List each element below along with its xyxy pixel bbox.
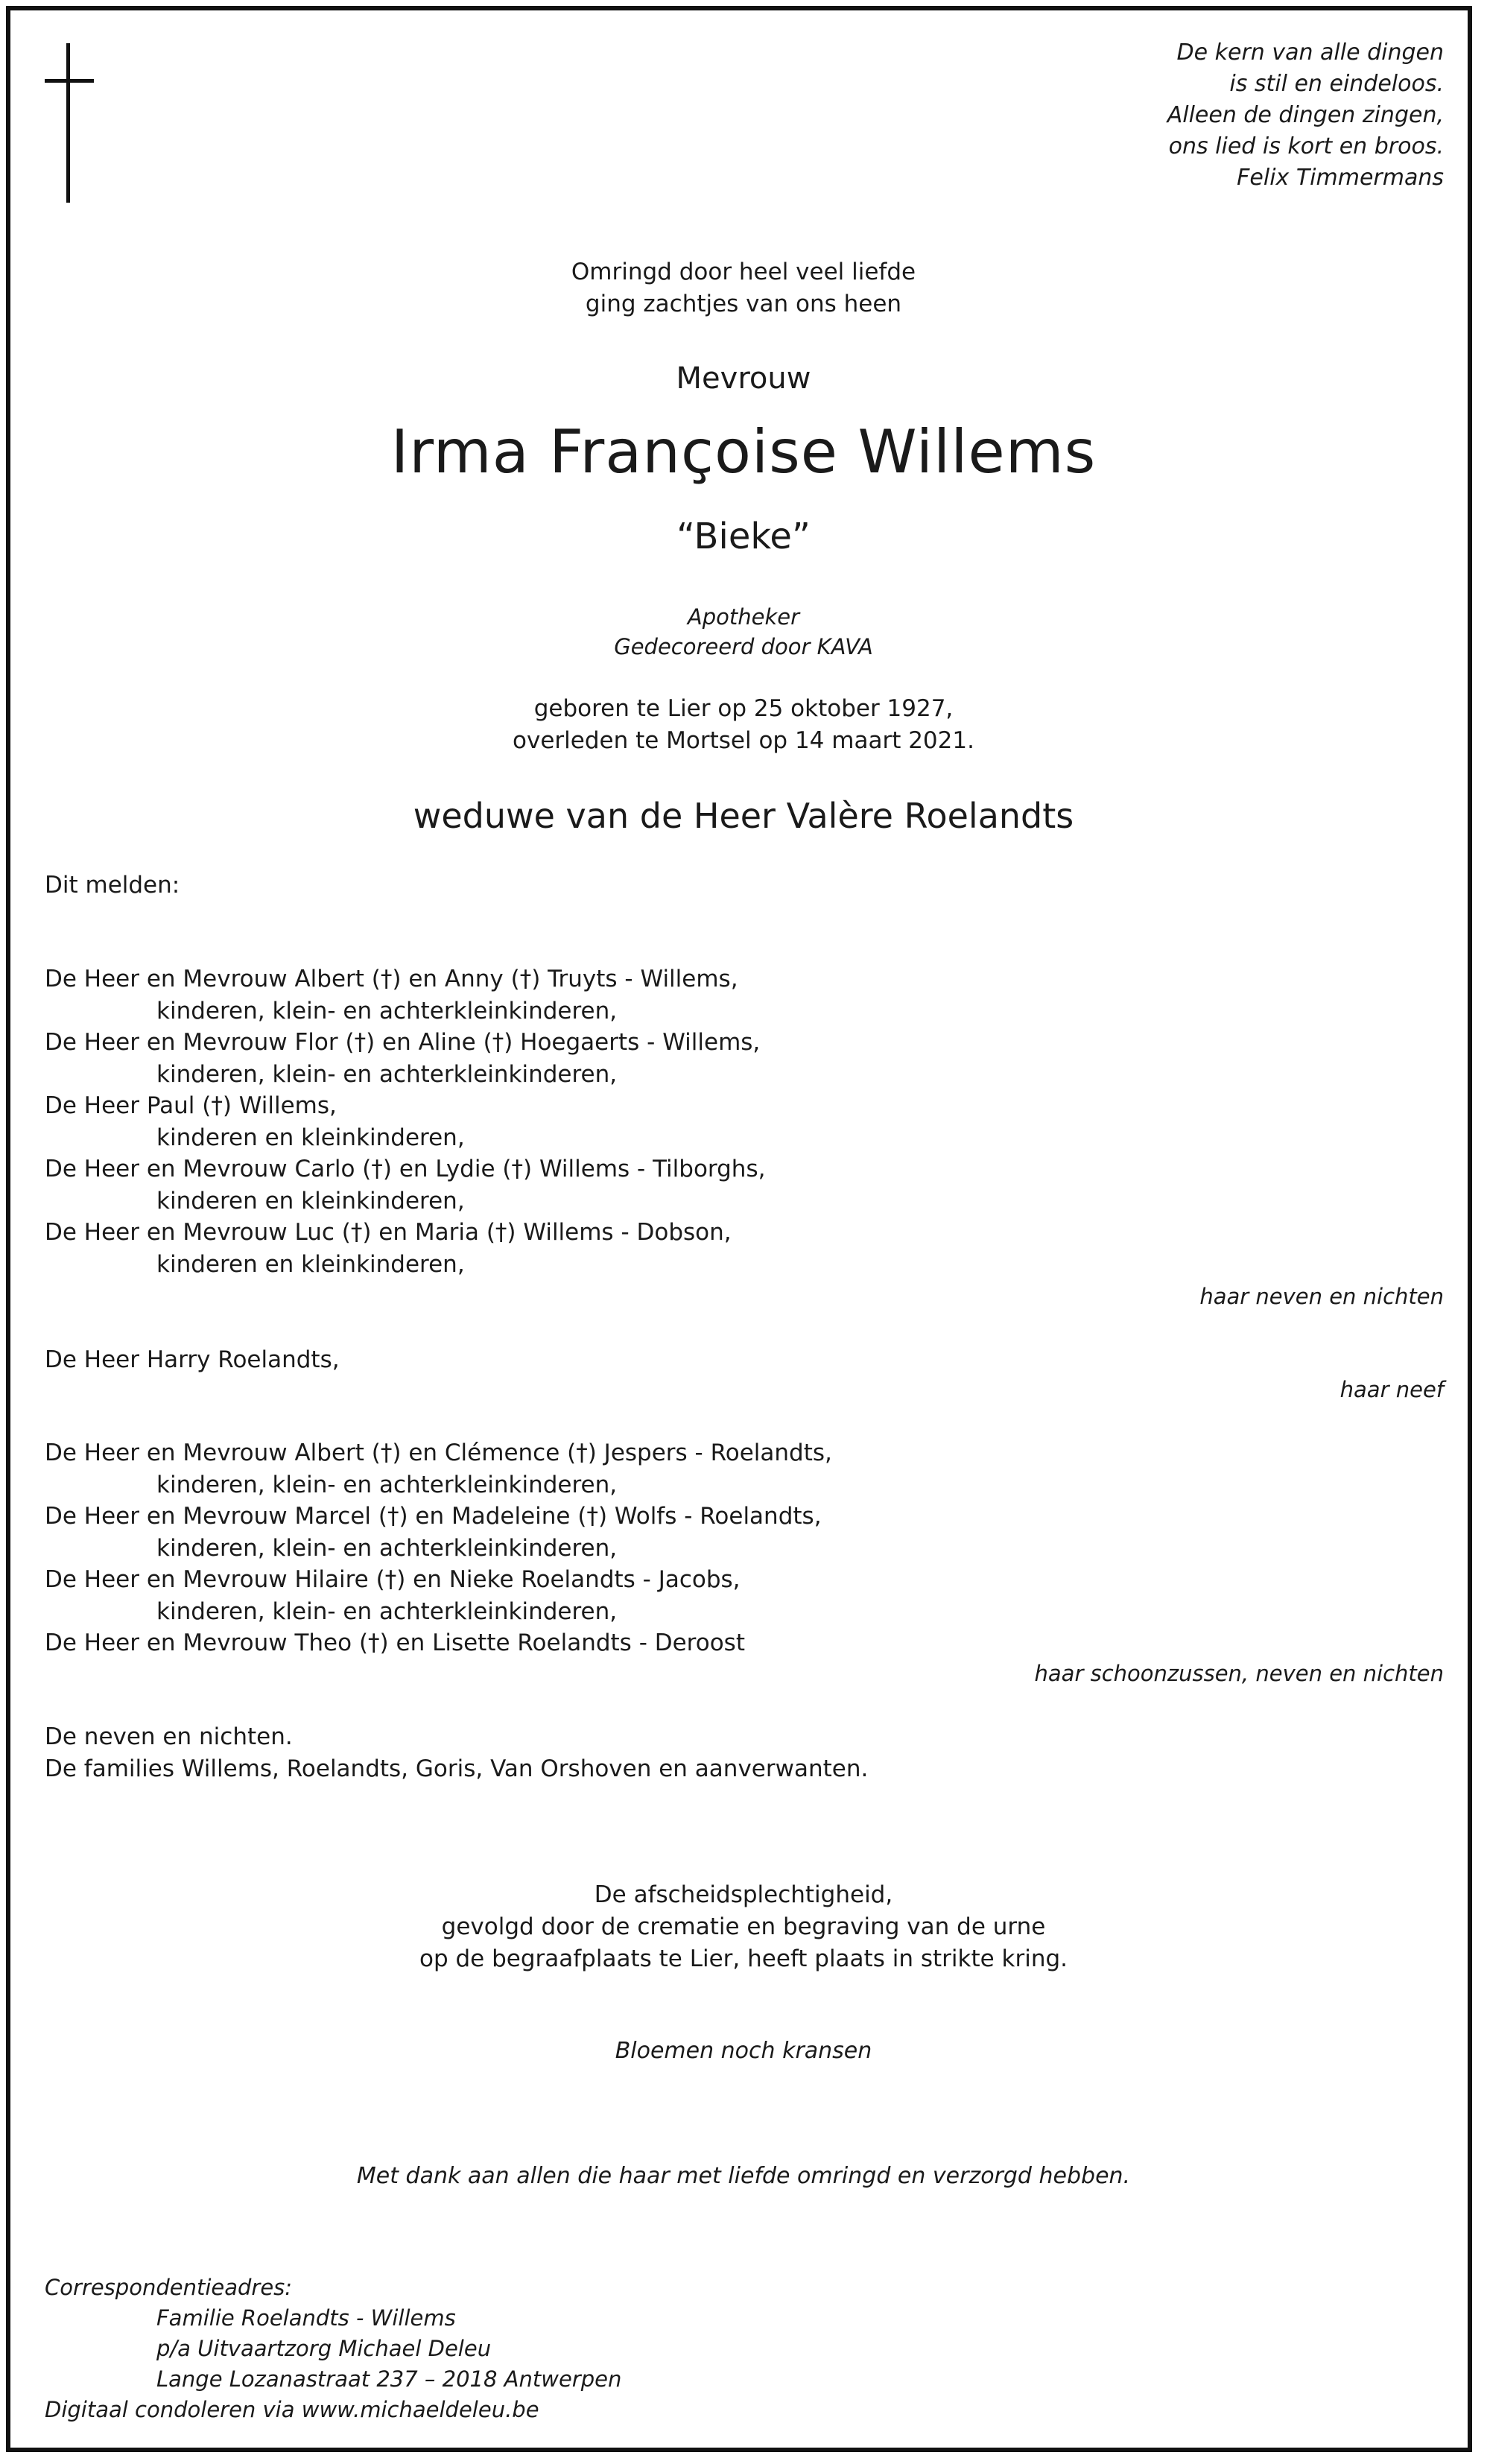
- correspondence-line: Familie Roelandts - Willems: [156, 2305, 456, 2331]
- intro: [0, 256, 1487, 320]
- correspondence-line: p/a Uitvaartzorg Michael Deleu: [156, 2336, 492, 2361]
- profession-line: Gedecoreerd door KAVA: [614, 634, 873, 659]
- family-group-3: [45, 1437, 832, 1659]
- poem-line: De kern van alle dingen: [1176, 39, 1444, 66]
- correspondence: [45, 2273, 621, 2425]
- poem: [922, 37, 1444, 194]
- ceremony-line: op de begraafplaats te Lier, heeft plaats in strikte kring.: [419, 1945, 1068, 1972]
- family-line: kinderen en kleinkinderen,: [156, 1124, 465, 1151]
- poem-author: Felix Timmermans: [1237, 165, 1444, 191]
- correspondence-line: Lange Lozanastraat 237 – 2018 Antwerpen: [156, 2366, 622, 2392]
- family-line: kinderen en kleinkinderen,: [156, 1250, 465, 1278]
- death-date: overleden te Mortsel op 14 maart 2021.: [513, 727, 974, 754]
- correspondence-label: Correspondentieadres:: [45, 2275, 293, 2300]
- family-line: De neven en nichten.: [45, 1723, 293, 1750]
- flowers-note: Bloemen noch kransen: [615, 2038, 872, 2064]
- birth-date: geboren te Lier op 25 oktober 1927,: [533, 695, 954, 722]
- announce: Dit melden:: [45, 872, 180, 899]
- poem-line: is stil en eindeloos.: [1229, 71, 1444, 97]
- family-line: De Heer en Mevrouw Theo (†) en Lisette Roelandts - Deroost: [45, 1630, 745, 1656]
- widow-of: weduwe van de Heer Valère Roelandts: [413, 796, 1074, 836]
- ceremony-line: gevolgd door de crematie en begraving van de urne: [441, 1913, 1046, 1940]
- cross-icon: [45, 43, 97, 203]
- family-line: De Heer en Mevrouw Flor (†) en Aline (†) Hoegaerts - Willems,: [45, 1029, 761, 1056]
- dates: [0, 693, 1487, 757]
- family-line: kinderen en kleinkinderen,: [156, 1187, 465, 1214]
- family-line: De Heer en Mevrouw Carlo (†) en Lydie (†) Willems - Tilborghs,: [45, 1156, 766, 1182]
- relation-label: haar schoonzussen, neven en nichten: [1034, 1661, 1444, 1686]
- family-line: De families Willems, Roelandts, Goris, Van Orshoven en aanverwanten.: [45, 1755, 869, 1782]
- family-line: kinderen, klein- en achterkleinkinderen,: [156, 997, 618, 1024]
- ceremony: [0, 1879, 1487, 1975]
- family-line: De Heer Harry Roelandts,: [45, 1346, 340, 1373]
- intro-line: Omringd door heel veel liefde: [571, 259, 916, 285]
- family-line: De Heer en Mevrouw Albert (†) en Anny (†) Truyts - Willems,: [45, 966, 738, 992]
- relation-label: haar neef: [1339, 1377, 1444, 1402]
- title-word: Mevrouw: [676, 361, 811, 396]
- relation-label: haar neven en nichten: [1199, 1284, 1444, 1309]
- poem-line: ons lied is kort en broos.: [1168, 133, 1444, 159]
- deceased-name: Irma Françoise Willems: [390, 417, 1097, 487]
- profession: [0, 602, 1487, 662]
- family-line: De Heer en Mevrouw Hilaire (†) en Nieke Roelandts - Jacobs,: [45, 1566, 741, 1593]
- ceremony-line: De afscheidsplechtigheid,: [594, 1881, 893, 1908]
- family-line: De Heer en Mevrouw Albert (†) en Clémence (†) Jespers - Roelandts,: [45, 1440, 832, 1466]
- thanks-note: Met dank aan allen die haar met liefde omringd en verzorgd hebben.: [356, 2163, 1131, 2189]
- nickname: “Bieke”: [676, 516, 811, 557]
- intro-line: ging zachtjes van ons heen: [585, 291, 902, 317]
- poem-line: Alleen de dingen zingen,: [1167, 102, 1444, 128]
- family-group-4: [45, 1721, 868, 1784]
- family-group-2: [45, 1344, 340, 1376]
- family-line: kinderen, klein- en achterkleinkinderen,: [156, 1471, 618, 1498]
- family-line: De Heer Paul (†) Willems,: [45, 1092, 337, 1119]
- condolence-link[interactable]: Digitaal condoleren via www.michaeldeleu.be: [45, 2397, 539, 2422]
- family-line: kinderen, klein- en achterkleinkinderen,: [156, 1534, 618, 1562]
- profession-line: Apotheker: [687, 604, 800, 630]
- family-line: kinderen, klein- en achterkleinkinderen,: [156, 1060, 618, 1088]
- family-line: De Heer en Mevrouw Marcel (†) en Madeleine (†) Wolfs - Roelandts,: [45, 1503, 822, 1530]
- family-line: De Heer en Mevrouw Luc (†) en Maria (†) Willems - Dobson,: [45, 1219, 732, 1246]
- family-line: kinderen, klein- en achterkleinkinderen,: [156, 1597, 618, 1625]
- family-group-1: [45, 963, 765, 1280]
